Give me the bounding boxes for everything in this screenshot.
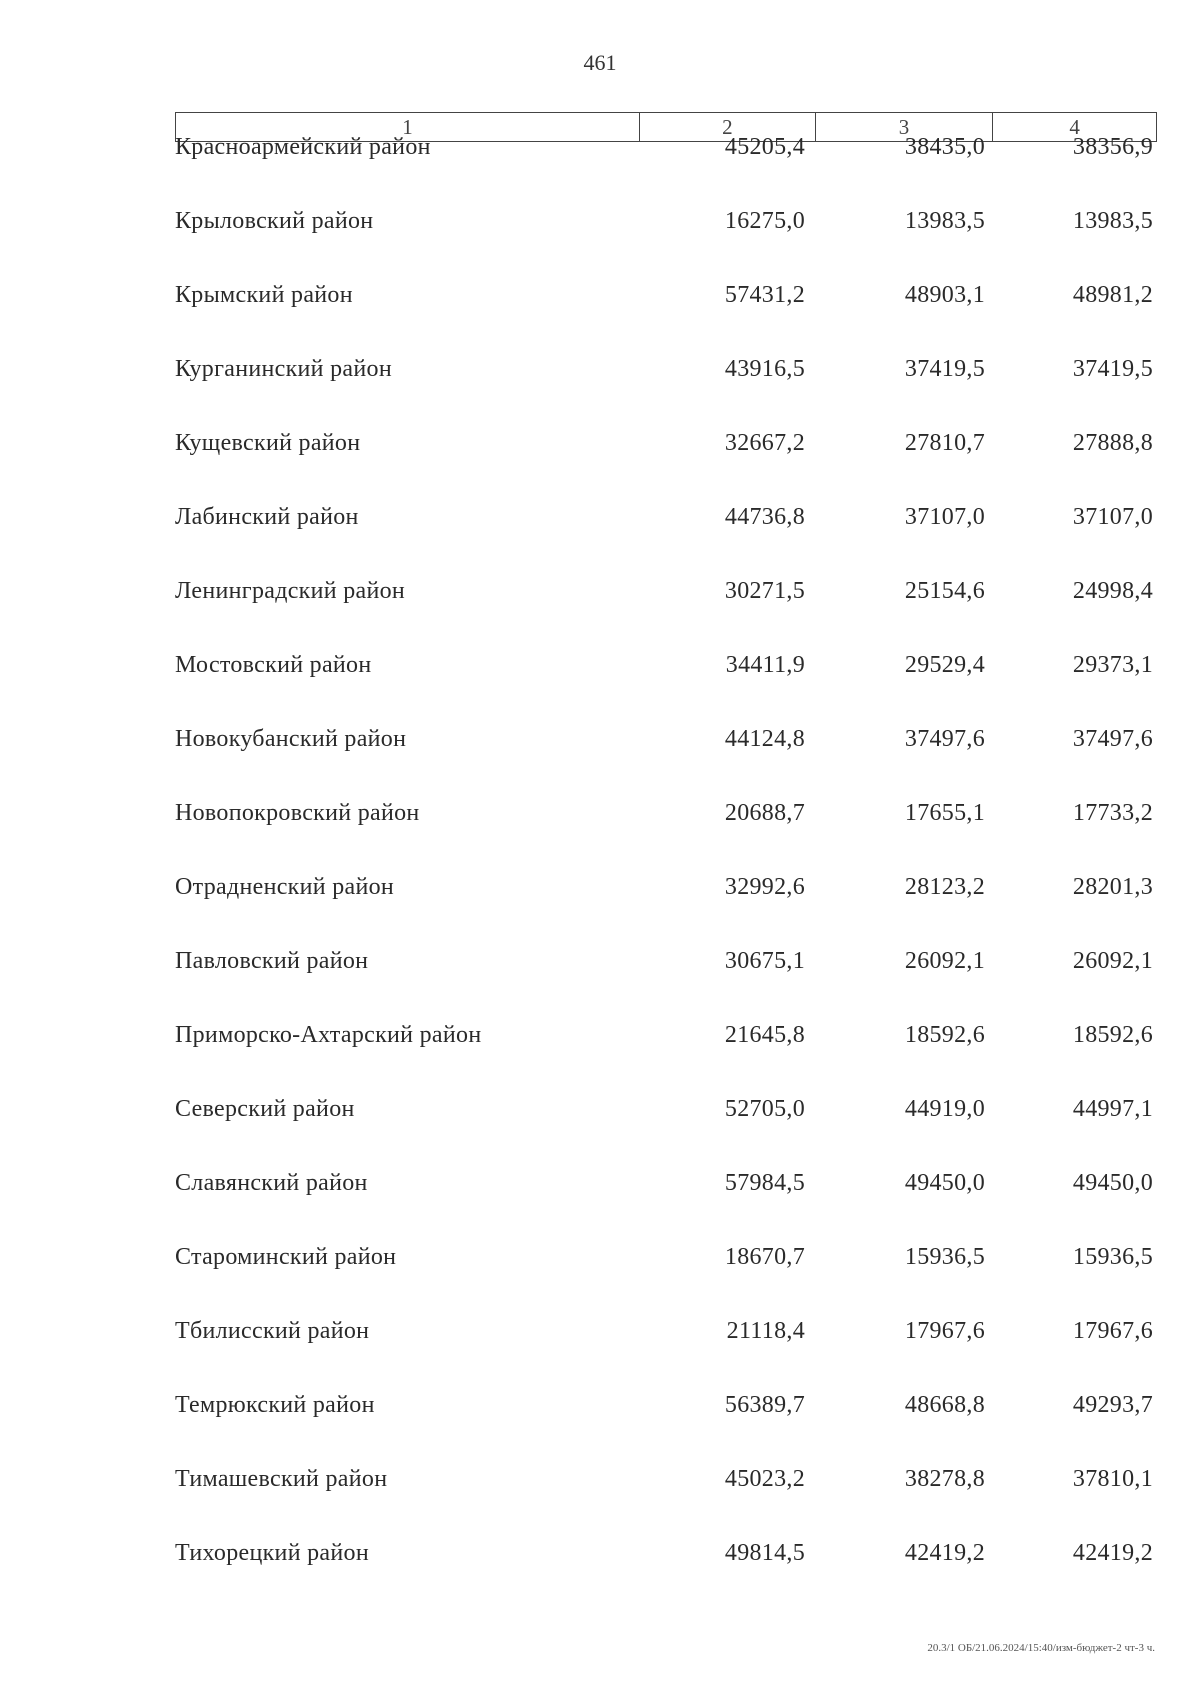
value-col-2: 43916,5 bbox=[724, 356, 805, 382]
value-col-3: 37497,6 bbox=[904, 726, 985, 752]
value-col-3: 44919,0 bbox=[904, 1096, 985, 1122]
table-row bbox=[175, 1170, 1157, 1244]
header-col-2: 2 bbox=[639, 113, 815, 141]
value-col-4: 49450,0 bbox=[1072, 1170, 1153, 1196]
value-col-4: 13983,5 bbox=[1072, 208, 1153, 234]
district-name: Новокубанский район bbox=[175, 726, 407, 752]
value-col-2: 20688,7 bbox=[724, 800, 805, 826]
value-col-4: 37810,1 bbox=[1072, 1466, 1153, 1492]
value-col-2: 49814,5 bbox=[724, 1540, 805, 1566]
district-name: Приморско-Ахтарский район bbox=[175, 1022, 482, 1048]
district-name: Крыловский район bbox=[175, 208, 374, 234]
value-col-4: 17967,6 bbox=[1072, 1318, 1153, 1344]
value-col-2: 21118,4 bbox=[726, 1318, 805, 1344]
table-row bbox=[175, 578, 1157, 652]
value-col-4: 49293,7 bbox=[1072, 1392, 1153, 1418]
value-col-3: 18592,6 bbox=[904, 1022, 985, 1048]
value-col-4: 28201,3 bbox=[1072, 874, 1153, 900]
value-col-2: 44736,8 bbox=[724, 504, 805, 530]
value-col-4: 37107,0 bbox=[1072, 504, 1153, 530]
table-body bbox=[175, 134, 1157, 1614]
value-col-4: 18592,6 bbox=[1072, 1022, 1153, 1048]
value-col-3: 38278,8 bbox=[904, 1466, 985, 1492]
value-col-3: 17967,6 bbox=[904, 1318, 985, 1344]
table-row bbox=[175, 1244, 1157, 1318]
district-name: Тимашевский район bbox=[175, 1466, 388, 1492]
table-row bbox=[175, 1096, 1157, 1170]
district-name: Красноармейский район bbox=[175, 134, 431, 160]
district-name: Тбилисский район bbox=[175, 1318, 370, 1344]
value-col-3: 29529,4 bbox=[904, 652, 985, 678]
header-col-4: 4 bbox=[992, 113, 1156, 141]
district-name: Тихорецкий район bbox=[175, 1540, 369, 1566]
value-col-2: 45205,4 bbox=[724, 134, 805, 160]
value-col-2: 32667,2 bbox=[724, 430, 805, 456]
value-col-2: 45023,2 bbox=[724, 1466, 805, 1492]
table-row bbox=[175, 874, 1157, 948]
value-col-2: 57984,5 bbox=[724, 1170, 805, 1196]
value-col-4: 37497,6 bbox=[1072, 726, 1153, 752]
value-col-2: 44124,8 bbox=[724, 726, 805, 752]
value-col-2: 57431,2 bbox=[724, 282, 805, 308]
table-row bbox=[175, 726, 1157, 800]
table-row bbox=[175, 1540, 1157, 1614]
district-name: Лабинский район bbox=[175, 504, 359, 530]
value-col-4: 17733,2 bbox=[1072, 800, 1153, 826]
value-col-2: 18670,7 bbox=[724, 1244, 805, 1270]
value-col-3: 26092,1 bbox=[904, 948, 985, 974]
value-col-4: 44997,1 bbox=[1072, 1096, 1153, 1122]
table-row bbox=[175, 208, 1157, 282]
table-row bbox=[175, 652, 1157, 726]
value-col-3: 48903,1 bbox=[904, 282, 985, 308]
table-row bbox=[175, 948, 1157, 1022]
value-col-4: 27888,8 bbox=[1072, 430, 1153, 456]
value-col-4: 42419,2 bbox=[1072, 1540, 1153, 1566]
value-col-3: 42419,2 bbox=[904, 1540, 985, 1566]
district-name: Ленинградский район bbox=[175, 578, 406, 604]
district-name: Староминский район bbox=[175, 1244, 397, 1270]
table-row bbox=[175, 1466, 1157, 1540]
district-name: Курганинский район bbox=[175, 356, 392, 382]
header-col-1: 1 bbox=[402, 114, 413, 139]
table-row bbox=[175, 1022, 1157, 1096]
header-col-3: 3 bbox=[815, 113, 993, 141]
district-name: Северский район bbox=[175, 1096, 355, 1122]
page-number: 461 bbox=[583, 50, 617, 75]
table-row bbox=[175, 356, 1157, 430]
district-name: Новопокровский район bbox=[175, 800, 420, 826]
district-name: Славянский район bbox=[175, 1170, 368, 1196]
value-col-4: 37419,5 bbox=[1072, 356, 1153, 382]
value-col-2: 34411,9 bbox=[725, 652, 805, 678]
table-row bbox=[175, 1318, 1157, 1392]
district-name: Отрадненский район bbox=[175, 874, 395, 900]
budget-table bbox=[175, 112, 1157, 1614]
value-col-2: 30271,5 bbox=[724, 578, 805, 604]
district-name: Мостовский район bbox=[175, 652, 372, 678]
value-col-4: 24998,4 bbox=[1072, 578, 1153, 604]
table-row bbox=[175, 504, 1157, 578]
table-row bbox=[175, 430, 1157, 504]
value-col-2: 52705,0 bbox=[724, 1096, 805, 1122]
value-col-3: 37419,5 bbox=[904, 356, 985, 382]
value-col-3: 48668,8 bbox=[904, 1392, 985, 1418]
value-col-3: 37107,0 bbox=[904, 504, 985, 530]
value-col-3: 13983,5 bbox=[904, 208, 985, 234]
value-col-2: 32992,6 bbox=[724, 874, 805, 900]
table-row bbox=[175, 134, 1157, 208]
value-col-4: 26092,1 bbox=[1072, 948, 1153, 974]
value-col-2: 16275,0 bbox=[724, 208, 805, 234]
value-col-4: 48981,2 bbox=[1072, 282, 1153, 308]
value-col-2: 21645,8 bbox=[724, 1022, 805, 1048]
district-name: Темрюкский район bbox=[175, 1392, 375, 1418]
value-col-3: 28123,2 bbox=[904, 874, 985, 900]
value-col-3: 15936,5 bbox=[904, 1244, 985, 1270]
value-col-3: 38435,0 bbox=[904, 134, 985, 160]
district-name: Крымский район bbox=[175, 282, 353, 308]
table-row bbox=[175, 282, 1157, 356]
value-col-3: 27810,7 bbox=[904, 430, 985, 456]
value-col-3: 49450,0 bbox=[904, 1170, 985, 1196]
district-name: Кущевский район bbox=[175, 430, 361, 456]
value-col-4: 38356,9 bbox=[1072, 134, 1153, 160]
table-row bbox=[175, 800, 1157, 874]
value-col-3: 25154,6 bbox=[904, 578, 985, 604]
value-col-4: 15936,5 bbox=[1072, 1244, 1153, 1270]
value-col-2: 30675,1 bbox=[724, 948, 805, 974]
value-col-3: 17655,1 bbox=[904, 800, 985, 826]
table-row bbox=[175, 1392, 1157, 1466]
footer-stamp: 20.3/1 ОБ/21.06.2024/15:40/изм-бюджет-2 чт-3 ч. bbox=[927, 1642, 1155, 1654]
district-name: Павловский район bbox=[175, 948, 369, 974]
value-col-2: 56389,7 bbox=[724, 1392, 805, 1418]
value-col-4: 29373,1 bbox=[1072, 652, 1153, 678]
